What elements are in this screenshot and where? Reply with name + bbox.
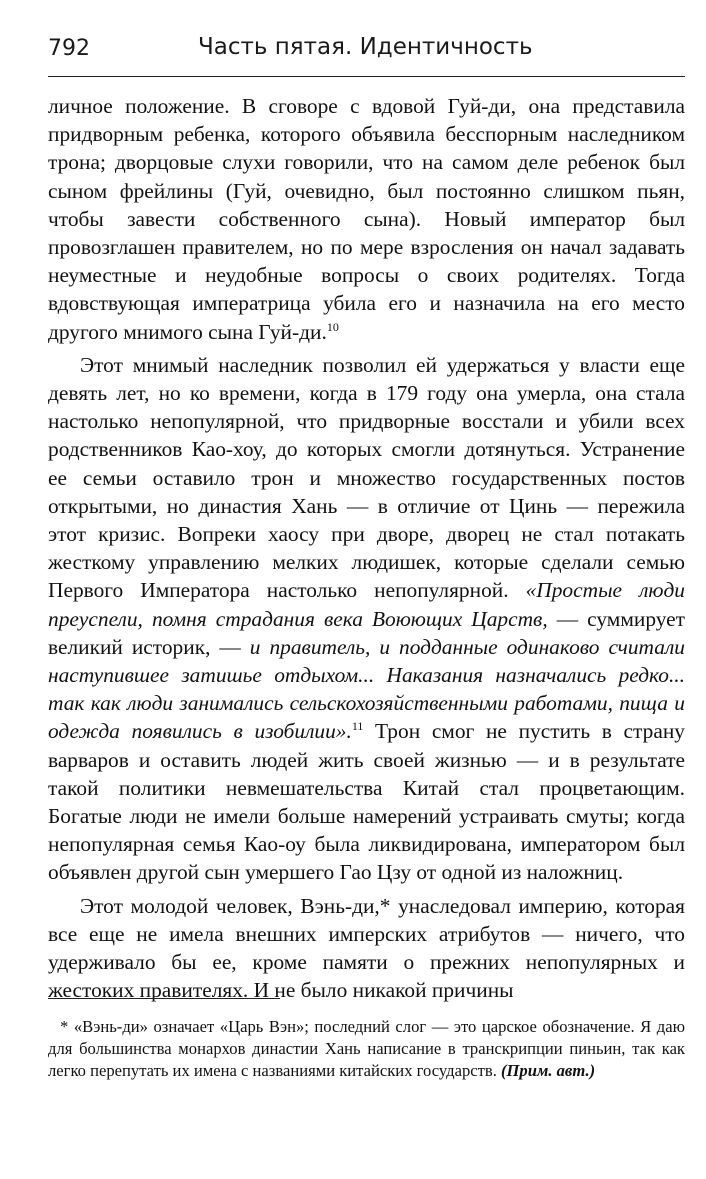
page-header [48,30,688,70]
footnote [48,1016,685,1082]
paragraph-3-text-a: Этот молодой человек, Вэнь-ди, [80,893,380,918]
historian-quote-2: и правитель, и подданные одинаково считали наступившее затишье отдыхом... Наказания назначались редко... так как люди занимались сельскохозяйственными работами, пища и одежда появились в изобилии». [48,634,685,744]
paragraph-3-text-b: унаследовал империю, которая все еще не имела внешних имперских атрибутов — ничего, что удерживало бы ее, кроме памяти о прежних непопулярных и жестоких правителях. И не было никакой причины [48,893,685,1003]
paragraph-2-text-a: Этот мнимый наследник позволил ей удержаться у власти еще девять лет, но ко времени, когда в 179 году она умерла, она стала настолько непопулярной, что придворные восстали и убили всех родственников Као-хоу, до которых смогли дотянуться. Устранение ее семьи оставило трон и множество государственных постов открытыми, но династия Хань — в отличие от Цинь — пережила этот кризис. Вопреки хаосу при дворе, дворец не стал потакать жесткому управлению мелких людишек, которые сделали семью Первого Императора настолько непопулярной. [48,352,685,603]
footnote-author-note: (Прим. авт.) [501,1061,596,1080]
paragraph-1-text: личное положение. В сговоре с вдовой Гуй-ди, она представила придворным ребенка, которого объявила бесспорным наследником трона; дворцовые слухи говорили, что на самом деле ребенок был сыном фрейлины (Гуй, очевидно, был постоянно слишком пьян, чтобы завести собственного сына). Новый император был провозглашен правителем, но по мере взросления он начал задавать неуместные и неудобные вопросы о своих родителях. Тогда вдовствующая императрица убила его и назначила на его место другого мнимого сына Гуй-ди. [48,94,685,344]
paragraph-2-text-b: — суммирует великий историк, — [48,606,685,659]
historian-quote-1: «Простые люди преуспели, помня страдания века Воюющих Царств, [48,578,685,631]
paragraph-3 [48,892,685,1005]
footnote-marker: * [379,893,391,918]
endnote-ref-11: 11 [351,719,364,734]
paragraph-1 [48,92,685,346]
footnote-text: * «Вэнь-ди» означает «Царь Вэн»; последний слог — это царское обозначение. Я даю для большинства монархов династии Хань написание в транскрипции пиньин, так как легко перепутать их имена с названиями китайских государств. [48,1017,685,1080]
paragraph-2-text-c: Трон смог не пустить в страну варваров и оставить людей жить своей жизнью — и в результате такой политики невмешательства Китай стал процветающим. Богатые люди не имели больше намерений устраивать смуты; когда непопулярная семья Као-оу была ликвидирована, императором был объявлен другой сын умершего Гао Цзу от одной из наложниц. [48,719,685,885]
main-text [48,92,685,1005]
footnote-divider [48,998,280,999]
header-divider [48,76,685,77]
running-title: Часть пятая. Идентичность [198,34,533,60]
page-number: 792 [48,36,90,61]
paragraph-2 [48,351,685,887]
endnote-ref-10: 10 [326,319,339,334]
